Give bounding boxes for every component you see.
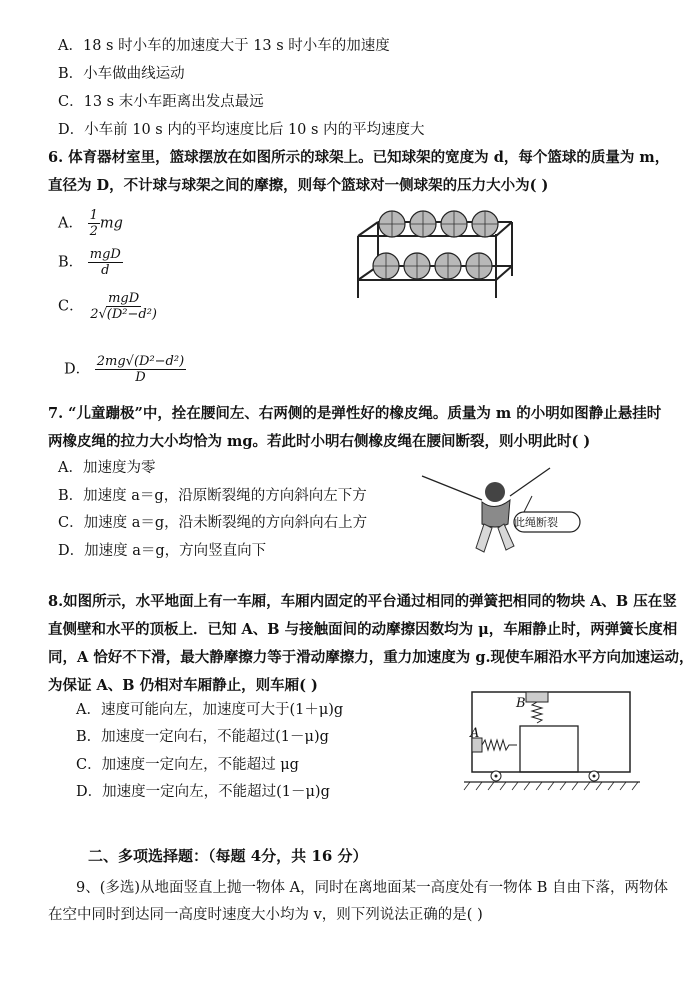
q5-option-d: D．小车前 10 s 内的平均速度比后 10 s 内的平均速度大 xyxy=(58,122,425,138)
q9-stem-line1: 9、(多选)从地面竖直上抛一物体 A，同时在离地面某一高度处有一物体 B 自由下落，两物体 xyxy=(76,880,668,896)
q9-stem-line2: 在空中同时到达同一高度时速度大小均为 v，则下列说法正确的是( ) xyxy=(48,907,483,923)
q8-option-b: B．加速度一定向右，不能超过(1－μ)g xyxy=(76,729,329,745)
q6-stem-line1: 6. 体育器材室里，篮球摆放在如图所示的球架上。已知球架的宽度为 d，每个篮球的质量为 m， xyxy=(48,149,670,166)
carriage-spring-figure xyxy=(462,690,642,792)
q6-option-d: D． $\frac{\text{2mg√(D²−d²)}}{D}$ xyxy=(64,354,185,385)
basketball-rack-figure xyxy=(352,206,518,302)
q6-a-fraction: $\frac{1}{2}$ xyxy=(89,208,98,239)
block-a-label: A xyxy=(470,726,480,741)
q8-option-a: A．速度可能向左，加速度可大于(1＋μ)g xyxy=(76,702,344,718)
section-2-title: 二、多项选择题：（每题 4分，共 16 分） xyxy=(88,847,368,865)
q6-option-c: C． $\frac{\text{mgD}}{\text{2√(D²−d²)}}$ xyxy=(58,291,157,322)
rope-broken-callout: 此绳断裂 xyxy=(514,516,558,529)
q6-c-fraction: $\frac{\text{mgD}}{\text{2√(D²−d²)}}$ xyxy=(90,291,157,322)
q5-option-b: B．小车做曲线运动 xyxy=(58,66,185,82)
q7-option-a: A．加速度为零 xyxy=(58,460,156,476)
q7-option-d: D．加速度 a＝g，方向竖直向下 xyxy=(58,543,267,559)
q7-stem-line2: 两橡皮绳的拉力大小均恰为 mg。若此时小明右侧橡皮绳在腰间断裂，则小明此时( ) xyxy=(48,433,591,450)
q7-stem-line1: 7. “儿童蹦极”中，拴在腰间左、右两侧的是弹性好的橡皮绳。质量为 m 的小明如图静止悬挂时 xyxy=(48,405,662,422)
child-bungee-figure xyxy=(420,466,596,566)
q6-d-fraction: $\frac{\text{2mg√(D²−d²)}}{D}$ xyxy=(96,354,185,385)
q6-b-fraction: $\frac{\text{mgD}}{d}$ xyxy=(89,247,121,278)
block-b-label: B xyxy=(516,696,526,711)
q6-option-b: B． $\frac{\text{mgD}}{d}$ xyxy=(58,247,121,278)
q5-option-a: A．18 s 时小车的加速度大于 13 s 时小车的加速度 xyxy=(58,38,390,54)
q8-stem-line2: 直侧壁和水平的顶板上．已知 A、B 与接触面间的动摩擦因数均为 μ，车厢静止时，两弹簧长度相 xyxy=(48,621,678,638)
q8-stem-line1: 8.如图所示，水平地面上有一车厢，车厢内固定的平台通过相同的弹簧把相同的物块 A、B 压在竖 xyxy=(48,593,677,610)
q8-option-d: D．加速度一定向左，不能超过(1－μ)g xyxy=(76,784,330,800)
q8-stem-line4: 为保证 A、B 仍相对车厢静止，则车厢( ) xyxy=(48,677,318,694)
q7-option-b: B．加速度 a＝g，沿原断裂绳的方向斜向左下方 xyxy=(58,488,367,504)
q6-option-a: A． $\frac{1}{2}$ mg xyxy=(58,208,123,239)
q8-option-c: C．加速度一定向左，不能超过 μg xyxy=(76,757,299,773)
q7-option-c: C．加速度 a＝g，沿未断裂绳的方向斜向右上方 xyxy=(58,515,368,531)
q8-stem-line3: 同，A 恰好不下滑，最大静摩擦力等于滑动摩擦力，重力加速度为 g.现使车厢沿水平方向加速运动， xyxy=(48,649,694,666)
q6-stem-line2: 直径为 D，不计球与球架之间的摩擦，则每个篮球对一侧球架的压力大小为( ) xyxy=(48,177,549,194)
q5-option-c: C．13 s 末小车距离出发点最远 xyxy=(58,94,264,110)
